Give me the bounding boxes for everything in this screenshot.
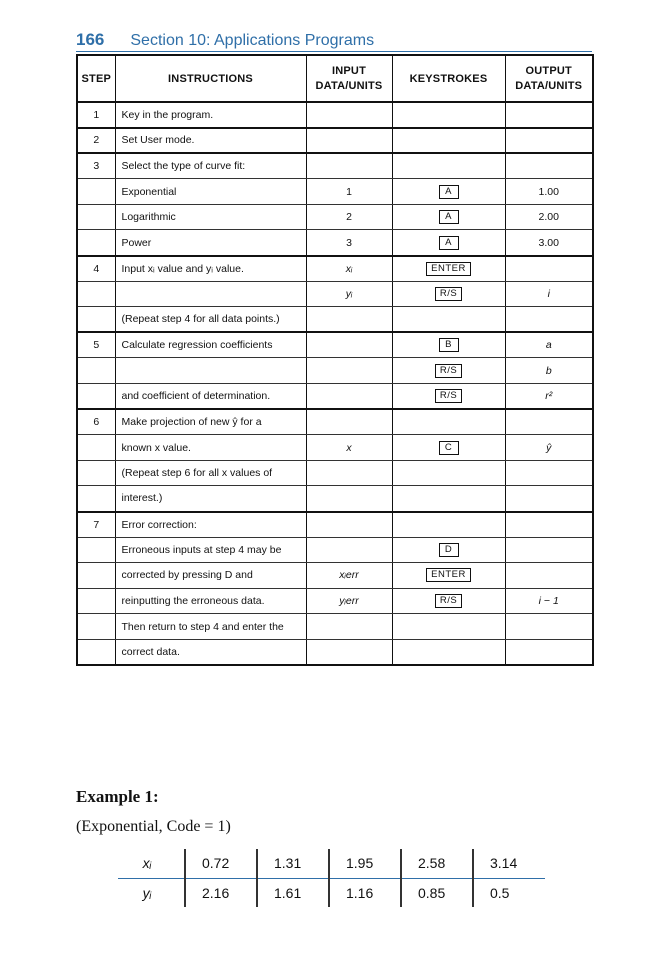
keystroke-cell	[392, 486, 505, 512]
calculator-key: R/S	[435, 287, 462, 301]
step-cell	[77, 460, 115, 486]
header-rule	[76, 51, 592, 52]
instruction-cell	[115, 281, 306, 307]
keystroke-cell	[392, 435, 505, 461]
y-values-row	[118, 878, 545, 907]
table-row	[77, 384, 593, 410]
output-cell	[505, 460, 593, 486]
keystroke-cell	[392, 409, 505, 435]
table-row	[77, 614, 593, 640]
output-cell	[505, 563, 593, 589]
step-cell	[77, 639, 115, 665]
keystroke-cell	[392, 384, 505, 410]
table-row	[77, 179, 593, 205]
output-cell: 2.00	[505, 204, 593, 230]
instruction-cell: known x value.	[115, 435, 306, 461]
output-cell	[505, 153, 593, 179]
instruction-cell: Calculate regression coefficients	[115, 332, 306, 358]
calculator-key: A	[439, 185, 459, 199]
input-cell: yᵢ	[306, 281, 392, 307]
table-row	[77, 409, 593, 435]
table-row	[77, 460, 593, 486]
y-value: 0.85	[401, 878, 473, 907]
calculator-key: C	[439, 441, 459, 455]
instruction-cell: correct data.	[115, 639, 306, 665]
example-caption: (Exponential, Code = 1)	[76, 818, 231, 835]
instruction-cell: Exponential	[115, 179, 306, 205]
keystroke-cell	[392, 639, 505, 665]
calculator-key: R/S	[435, 389, 462, 403]
input-cell	[306, 409, 392, 435]
table-row	[77, 639, 593, 665]
input-cell	[306, 537, 392, 563]
instruction-cell: Select the type of curve fit:	[115, 153, 306, 179]
table-header-row	[77, 55, 593, 102]
step-cell	[77, 230, 115, 256]
calculator-key: ENTER	[426, 262, 471, 276]
output-header-line1: OUTPUT	[525, 64, 572, 77]
instruction-cell: Make projection of new ŷ for a	[115, 409, 306, 435]
step-column-header: STEP	[77, 55, 115, 102]
keystroke-cell	[392, 537, 505, 563]
x-value: 2.58	[401, 849, 473, 878]
instruction-cell: Power	[115, 230, 306, 256]
program-instructions-table	[76, 54, 594, 666]
calculator-key: R/S	[435, 594, 462, 608]
input-cell	[306, 332, 392, 358]
keystroke-cell	[392, 512, 505, 538]
table-row	[77, 102, 593, 128]
step-cell	[77, 563, 115, 589]
step-cell	[77, 384, 115, 410]
input-cell	[306, 307, 392, 333]
step-cell: 2	[77, 128, 115, 154]
x-row-label: xᵢ	[118, 849, 185, 878]
x-value: 1.31	[257, 849, 329, 878]
keystroke-cell	[392, 179, 505, 205]
instruction-cell: (Repeat step 4 for all data points.)	[115, 307, 306, 333]
output-cell	[505, 409, 593, 435]
input-cell: x	[306, 435, 392, 461]
instruction-cell: interest.)	[115, 486, 306, 512]
output-cell	[505, 102, 593, 128]
table-row	[77, 358, 593, 384]
keystrokes-column-header: KEYSTROKES	[392, 55, 505, 102]
output-cell: ŷ	[505, 435, 593, 461]
input-cell: 2	[306, 204, 392, 230]
step-cell: 3	[77, 153, 115, 179]
table-row	[77, 256, 593, 282]
step-cell: 5	[77, 332, 115, 358]
step-cell: 6	[77, 409, 115, 435]
calculator-key: D	[439, 543, 459, 557]
table-body	[77, 102, 593, 665]
input-cell	[306, 102, 392, 128]
keystroke-cell	[392, 204, 505, 230]
input-cell: 1	[306, 179, 392, 205]
step-cell	[77, 179, 115, 205]
output-cell	[505, 307, 593, 333]
table-row	[77, 588, 593, 614]
output-cell	[505, 537, 593, 563]
section-title: Section 10: Applications Programs	[130, 32, 375, 49]
output-cell: i − 1	[505, 588, 593, 614]
input-column-header	[306, 55, 392, 102]
instruction-cell: Set User mode.	[115, 128, 306, 154]
keystroke-cell	[392, 256, 505, 282]
keystroke-cell	[392, 102, 505, 128]
step-cell	[77, 537, 115, 563]
input-header-line2: DATA/UNITS	[315, 79, 383, 92]
calculator-key: A	[439, 236, 459, 250]
keystroke-cell	[392, 281, 505, 307]
instruction-cell: corrected by pressing D and	[115, 563, 306, 589]
output-cell: a	[505, 332, 593, 358]
step-cell	[77, 614, 115, 640]
x-value: 1.95	[329, 849, 401, 878]
instruction-cell: (Repeat step 6 for all x values of	[115, 460, 306, 486]
keystroke-cell	[392, 332, 505, 358]
input-cell	[306, 614, 392, 640]
keystroke-cell	[392, 128, 505, 154]
input-cell: 3	[306, 230, 392, 256]
input-cell	[306, 358, 392, 384]
step-cell	[77, 204, 115, 230]
table-row	[77, 537, 593, 563]
table-row	[77, 435, 593, 461]
calculator-key: ENTER	[426, 568, 471, 582]
output-cell	[505, 614, 593, 640]
output-cell: 3.00	[505, 230, 593, 256]
output-column-header	[505, 55, 593, 102]
calculator-key: R/S	[435, 364, 462, 378]
instruction-cell: Then return to step 4 and enter the	[115, 614, 306, 640]
step-cell	[77, 358, 115, 384]
step-cell	[77, 588, 115, 614]
y-row-label: yᵢ	[142, 884, 152, 901]
y-value: 1.16	[329, 878, 401, 907]
step-cell	[77, 435, 115, 461]
input-cell: xᵢ	[306, 256, 392, 282]
instructions-column-header: INSTRUCTIONS	[115, 55, 306, 102]
input-cell	[306, 639, 392, 665]
input-cell	[306, 460, 392, 486]
output-cell	[505, 256, 593, 282]
instruction-cell: Erroneous inputs at step 4 may be	[115, 537, 306, 563]
x-value: 0.72	[185, 849, 257, 878]
x-value: 3.14	[473, 849, 545, 878]
example-data-table	[118, 849, 545, 907]
output-cell	[505, 512, 593, 538]
output-cell: i	[505, 281, 593, 307]
page-number: 166	[76, 30, 105, 49]
keystroke-cell	[392, 153, 505, 179]
input-cell: xᵢerr	[306, 563, 392, 589]
instruction-cell: Input xᵢ value and yᵢ value.	[115, 256, 306, 282]
step-cell: 1	[77, 102, 115, 128]
table-row	[77, 153, 593, 179]
output-cell: b	[505, 358, 593, 384]
output-cell: 1.00	[505, 179, 593, 205]
instruction-cell: Error correction:	[115, 512, 306, 538]
input-cell	[306, 384, 392, 410]
y-value: 2.16	[185, 878, 257, 907]
instruction-cell: and coefficient of determination.	[115, 384, 306, 410]
table-row	[77, 512, 593, 538]
input-cell	[306, 128, 392, 154]
step-cell	[77, 486, 115, 512]
instruction-cell: Key in the program.	[115, 102, 306, 128]
output-cell	[505, 128, 593, 154]
y-value: 0.5	[473, 878, 545, 907]
output-header-line2: DATA/UNITS	[515, 79, 583, 92]
step-cell: 7	[77, 512, 115, 538]
table-row	[77, 486, 593, 512]
input-cell	[306, 512, 392, 538]
y-value: 1.61	[257, 878, 329, 907]
table-row	[77, 230, 593, 256]
instruction-cell	[115, 358, 306, 384]
keystroke-cell	[392, 230, 505, 256]
table-row	[77, 281, 593, 307]
calculator-key: A	[439, 210, 459, 224]
keystroke-cell	[392, 588, 505, 614]
calculator-key: B	[439, 338, 459, 352]
keystroke-cell	[392, 563, 505, 589]
input-cell	[306, 153, 392, 179]
input-header-line1: INPUT	[332, 64, 366, 77]
input-cell: yᵢerr	[306, 588, 392, 614]
instruction-cell: reinputting the erroneous data.	[115, 588, 306, 614]
table-row	[77, 332, 593, 358]
output-cell	[505, 639, 593, 665]
keystroke-cell	[392, 358, 505, 384]
step-cell	[77, 307, 115, 333]
step-cell: 4	[77, 256, 115, 282]
keystroke-cell	[392, 460, 505, 486]
table-row	[77, 307, 593, 333]
keystroke-cell	[392, 614, 505, 640]
table-row	[77, 128, 593, 154]
input-cell	[306, 486, 392, 512]
example-title: Example 1:	[76, 787, 159, 806]
output-cell	[505, 486, 593, 512]
keystroke-cell	[392, 307, 505, 333]
x-values-row	[118, 849, 545, 878]
step-cell	[77, 281, 115, 307]
table-row	[77, 204, 593, 230]
table-row	[77, 563, 593, 589]
output-cell: r²	[505, 384, 593, 410]
instruction-cell: Logarithmic	[115, 204, 306, 230]
